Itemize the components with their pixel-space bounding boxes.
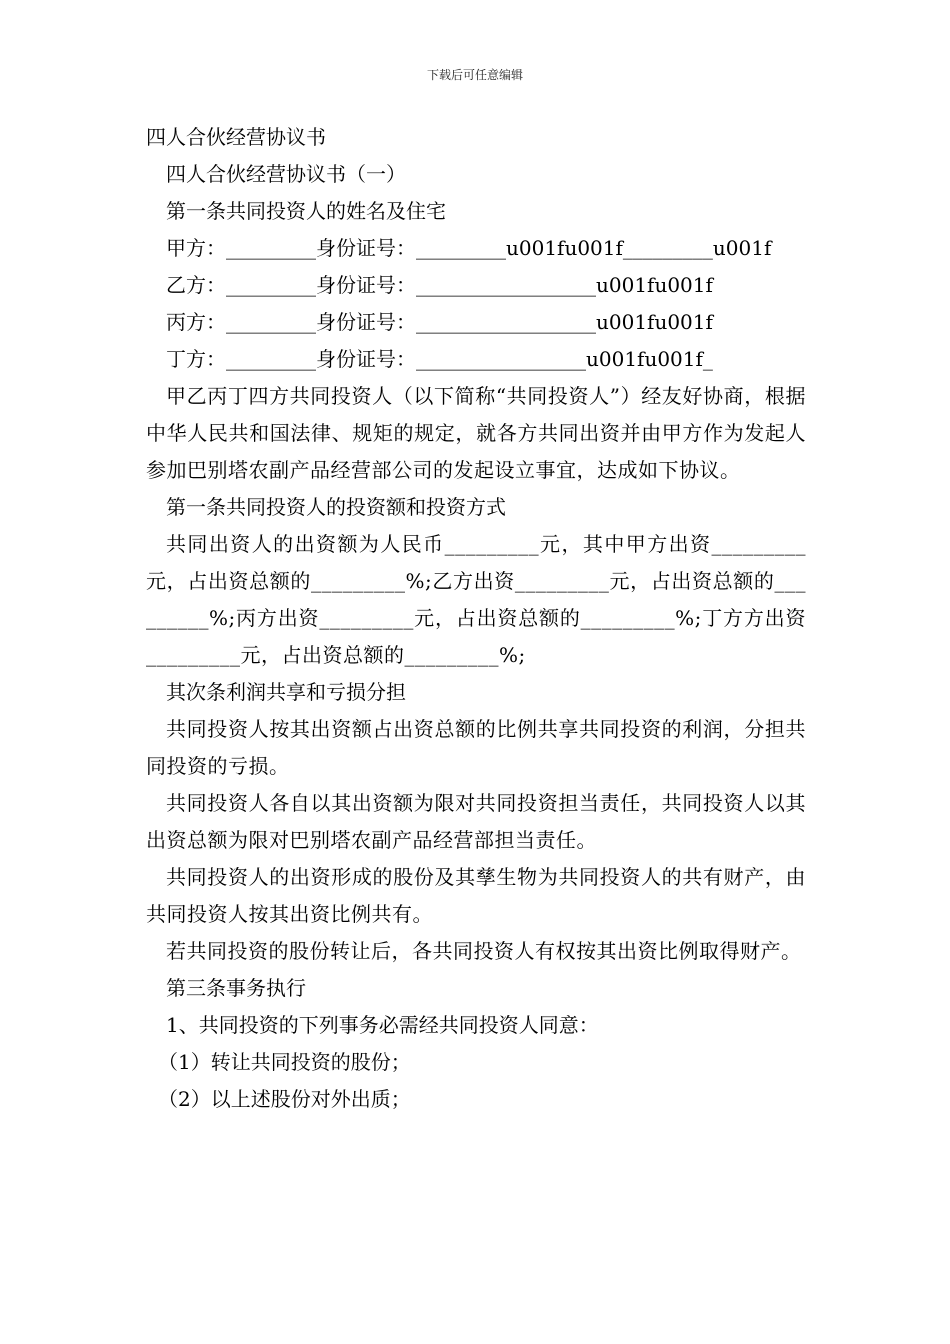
party-c-line: 丙方：_________身份证号：__________________u001fu001f — [166, 310, 713, 334]
article-3-heading: 其次条利润共享和亏损分担 — [166, 680, 406, 704]
party-b-line: 乙方：_________身份证号：__________________u001fu001f — [166, 273, 713, 297]
document-body — [146, 119, 806, 1118]
article-1-heading: 第一条共同投资人的姓名及住宅 — [166, 199, 446, 223]
list-item-1: 1、共同投资的下列事务必需经共同投资人同意： — [166, 1013, 599, 1037]
capital-paragraph: 共同出资人的出资额为人民币_________元，其中甲方出资_________元，占出资总额的_________%;乙方出资_________元，占出资总额的_________%;丙方出资_________元，占出资总额的_________%;丁方方出资_________元，占出资总额的_________%; — [146, 532, 806, 667]
profit-paragraph: 共同投资人按其出资额占出资总额的比例共享共同投资的利润，分担共同投资的亏损。 — [146, 717, 806, 778]
list-item-1-2: （2）以上述股份对外出质； — [158, 1087, 411, 1111]
article-2-heading: 第一条共同投资人的投资额和投资方式 — [166, 495, 506, 519]
party-d-line: 丁方：_________身份证号：_________________u001fu001f_ — [166, 347, 713, 371]
document-title: 四人合伙经营协议书 — [146, 125, 326, 149]
list-item-1-1: （1）转让共同投资的股份； — [158, 1050, 411, 1074]
article-4-heading: 第三条事务执行 — [166, 976, 306, 1000]
liability-paragraph: 共同投资人各自以其出资额为限对共同投资担当责任，共同投资人以其出资总额为限对巴别塔农副产品经营部担当责任。 — [146, 791, 806, 852]
page-header: 下载后可任意编辑 — [426, 68, 523, 82]
property-paragraph: 共同投资人的出资形成的股份及其孳生物为共同投资人的共有财产，由共同投资人按其出资比例共有。 — [146, 865, 806, 926]
transfer-paragraph: 若共同投资的股份转让后，各共同投资人有权按其出资比例取得财产。 — [166, 939, 802, 963]
document-subtitle: 四人合伙经营协议书（一） — [166, 162, 406, 186]
party-a-line: 甲方：_________身份证号：_________u001fu001f_________u001f — [166, 236, 772, 260]
intro-paragraph: 甲乙丙丁四方共同投资人（以下简称“共同投资人”）经友好协商，根据中华人民共和国法律、规矩的规定，就各方共同出资并由甲方作为发起人参加巴别塔农副产品经营部公司的发起设立事宜，达成如下协议。 — [146, 384, 806, 482]
